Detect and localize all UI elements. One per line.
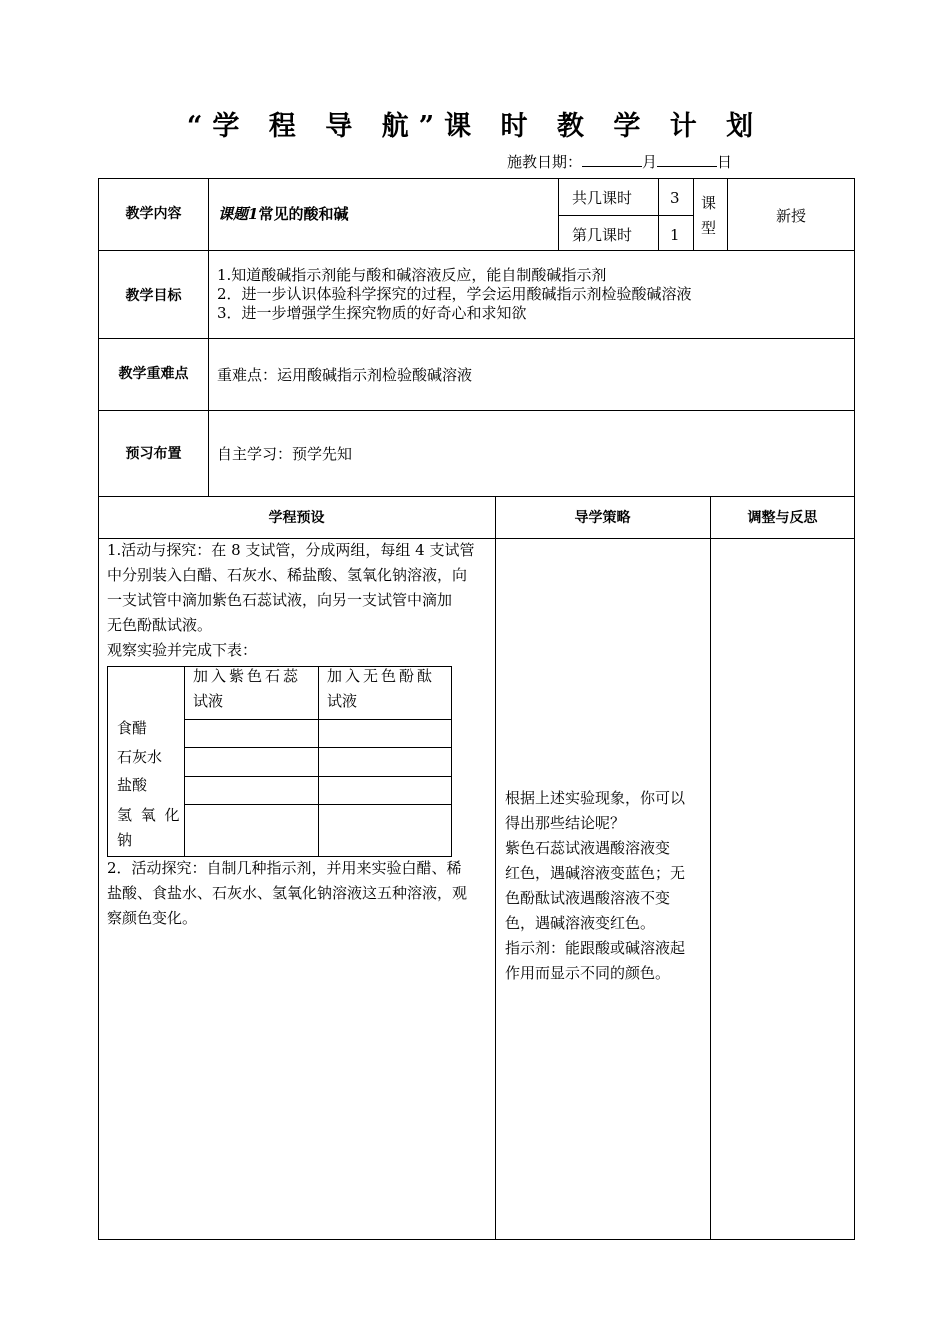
strategy-line: 作用而显示不同的颜色。 bbox=[505, 964, 671, 982]
total-periods-label: 共几课时 bbox=[572, 189, 633, 207]
course-name: 常见的酸和碱 bbox=[258, 205, 349, 223]
table-header-litmus bbox=[193, 664, 301, 714]
strategy-line: 色酚酞试液遇酸溶液不变 bbox=[505, 889, 671, 907]
row-divider bbox=[98, 496, 855, 497]
key-points-text: 重难点：运用酸碱指示剂检验酸碱溶液 bbox=[217, 366, 473, 384]
row-divider bbox=[98, 410, 855, 411]
goals-label: 教学目标 bbox=[125, 288, 182, 304]
table-row-label: 盐酸 bbox=[117, 776, 148, 794]
header-line: 加入紫色石蕊 bbox=[193, 667, 302, 685]
col-header-plan: 学程预设 bbox=[268, 510, 325, 526]
col-divider bbox=[318, 666, 319, 857]
activity-1-line: 中分别装入白醋、石灰水、稀盐酸、氢氧化钠溶液，向 bbox=[107, 566, 468, 584]
row-divider bbox=[98, 338, 855, 339]
col-divider bbox=[558, 178, 559, 250]
header-line: 试液 bbox=[327, 692, 358, 710]
row-divider bbox=[184, 719, 452, 720]
strategy-line: 得出那些结论呢？ bbox=[505, 814, 626, 832]
month-blank[interactable] bbox=[582, 152, 642, 167]
row-divider bbox=[558, 215, 693, 216]
activity-2-line: 盐酸、食盐水、石灰水、氢氧化钠溶液这五种溶液，观 bbox=[107, 884, 468, 902]
preview-label: 预习布置 bbox=[125, 446, 182, 462]
table-row-label: 石灰水 bbox=[117, 748, 163, 766]
strategy-text bbox=[505, 786, 685, 986]
activity-1-line: 无色酚酞试液。 bbox=[107, 616, 213, 634]
key-points-label: 教学重难点 bbox=[118, 366, 189, 382]
activity-1-line: 1.活动与探究：在 8 支试管，分成两组，每组 4 支试管 bbox=[107, 541, 475, 559]
activity-2 bbox=[107, 856, 467, 931]
strategy-line: 红色，遇碱溶液变蓝色；无 bbox=[505, 864, 686, 882]
type-value: 新授 bbox=[775, 207, 806, 225]
strategy-line: 指示剂：能跟酸或碱溶液起 bbox=[505, 939, 686, 957]
month-label: 月 bbox=[642, 153, 658, 171]
strategy-line: 根据上述实验现象，你可以 bbox=[505, 789, 686, 807]
row-divider bbox=[184, 776, 452, 777]
row-divider bbox=[184, 747, 452, 748]
goal-item: 1.知道酸碱指示剂能与酸和碱溶液反应，能自制酸碱指示剂 bbox=[217, 266, 607, 284]
strategy-line: 紫色石蕊试液遇酸溶液变 bbox=[505, 839, 671, 857]
col-header-strategy: 导学策略 bbox=[574, 510, 631, 526]
activity-1-line: 一支试管中滴加紫色石蕊试液，向另一支试管中滴加 bbox=[107, 591, 453, 609]
header-line: 试液 bbox=[193, 692, 224, 710]
page-title: “学 程 导 航”课 时 教 学 计 划 bbox=[186, 111, 764, 142]
goals-list bbox=[217, 266, 692, 323]
col-divider bbox=[184, 666, 185, 857]
reflection-area[interactable] bbox=[711, 539, 854, 1239]
col-divider bbox=[495, 496, 496, 1240]
goal-item: 3．进一步增强学生探究物质的好奇心和求知欲 bbox=[217, 304, 527, 322]
table-row-label: 氢 氧 化 bbox=[117, 806, 182, 824]
table-row-label: 食醋 bbox=[117, 719, 148, 737]
type-label-1: 课 bbox=[701, 194, 717, 212]
day-blank[interactable] bbox=[657, 152, 717, 167]
total-periods-value: 3 bbox=[670, 189, 680, 207]
row-divider bbox=[98, 250, 855, 251]
content-label: 教学内容 bbox=[125, 206, 182, 222]
strategy-line: 色，遇碱溶液变红色。 bbox=[505, 914, 656, 932]
preview-text: 自主学习：预学先知 bbox=[217, 445, 353, 463]
nth-period-label: 第几课时 bbox=[572, 226, 633, 244]
observe-instruction: 观察实验并完成下表： bbox=[107, 641, 258, 659]
course-title bbox=[218, 204, 348, 224]
nth-period-value: 1 bbox=[670, 226, 680, 244]
activity-2-line: 2．活动探究：自制几种指示剂，并用来实验白醋、稀 bbox=[107, 859, 462, 877]
row-divider bbox=[184, 804, 452, 805]
course-topic-prefix: 课题1 bbox=[218, 205, 259, 223]
header-line: 加入无色酚酞 bbox=[327, 667, 436, 685]
activity-1 bbox=[107, 538, 474, 663]
table-row-label: 钠 bbox=[117, 831, 133, 849]
date-prefix: 施教日期： bbox=[507, 153, 583, 171]
col-header-reflection: 调整与反思 bbox=[747, 510, 818, 526]
activity-2-line: 察颜色变化。 bbox=[107, 909, 198, 927]
col-divider bbox=[658, 178, 659, 250]
table-header-phenolphthalein bbox=[327, 664, 435, 714]
col-divider bbox=[693, 178, 694, 250]
goal-item: 2．进一步认识体验科学探究的过程，学会运用酸碱指示剂检验酸碱溶液 bbox=[217, 285, 692, 303]
date-line bbox=[507, 151, 732, 172]
type-label-2: 型 bbox=[701, 219, 717, 237]
day-label: 日 bbox=[717, 153, 733, 171]
